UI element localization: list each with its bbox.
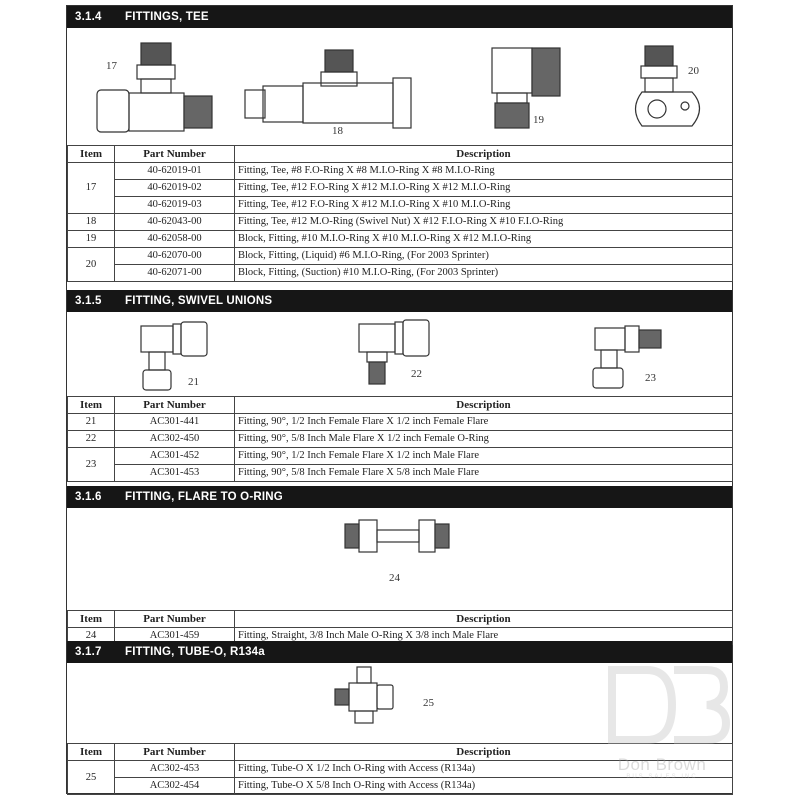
item-cell: 20 — [68, 248, 115, 282]
section-number: 3.1.5 — [75, 295, 102, 307]
section-header-3-1-4 — [67, 6, 732, 28]
description-cell: Fitting, Tee, #8 F.O-Ring X #8 M.I.O-Ring X #8 M.I.O-Ring — [235, 163, 733, 180]
item-cell: 25 — [68, 761, 115, 795]
item-cell: 17 — [68, 163, 115, 214]
callout-20: 20 — [688, 65, 699, 77]
callout-18: 18 — [332, 125, 343, 137]
callout-25: 25 — [423, 697, 434, 709]
part-number-cell: 40-62070-00 — [115, 248, 235, 265]
description-cell: Block, Fitting, #10 M.I.O-Ring X #10 M.I.O-Ring X #12 M.I.O-Ring — [235, 231, 733, 248]
table-row — [68, 231, 733, 248]
item-cell: 19 — [68, 231, 115, 248]
table-row — [68, 448, 733, 465]
column-header-part-number: Part Number — [115, 611, 235, 628]
part-number-cell: 40-62019-01 — [115, 163, 235, 180]
parts-table-3-1-4 — [67, 145, 733, 282]
part-number-cell: 40-62058-00 — [115, 231, 235, 248]
fitting-25-drawing — [335, 667, 393, 723]
column-header-description: Description — [235, 397, 733, 414]
column-header-item: Item — [68, 611, 115, 628]
fitting-19-drawing — [492, 48, 560, 128]
part-number-cell: AC301-441 — [115, 414, 235, 431]
callout-19: 19 — [533, 114, 544, 126]
watermark-subtitle: BUS SALES INC — [626, 774, 698, 780]
description-cell: Fitting, Tube-O X 1/2 Inch O-Ring with Access (R134a) — [235, 761, 733, 778]
item-cell: 22 — [68, 431, 115, 448]
section-title: FITTING, FLARE TO O-RING — [125, 491, 283, 503]
column-header-description: Description — [235, 611, 733, 628]
part-number-cell: AC301-453 — [115, 465, 235, 482]
callout-17: 17 — [106, 60, 117, 72]
column-header-part-number: Part Number — [115, 397, 235, 414]
section-title: FITTINGS, TEE — [125, 11, 209, 23]
table-row — [68, 214, 733, 231]
description-cell: Fitting, Tube-O X 5/8 Inch O-Ring with Access (R134a) — [235, 778, 733, 795]
description-cell: Fitting, Tee, #12 M.O-Ring (Swivel Nut) X #12 F.I.O-Ring X #10 F.I.O-Ring — [235, 214, 733, 231]
part-number-cell: 40-62071-00 — [115, 265, 235, 282]
description-cell: Fitting, Straight, 3/8 Inch Male O-Ring X 3/8 inch Male Flare — [235, 628, 733, 645]
part-number-cell: 40-62043-00 — [115, 214, 235, 231]
tee-fittings-illustration — [67, 28, 732, 145]
don-brown-watermark-logo — [592, 655, 732, 785]
callout-23: 23 — [645, 372, 656, 384]
section-header-3-1-6 — [67, 486, 732, 508]
description-cell: Fitting, Tee, #12 F.O-Ring X #12 M.I.O-Ring X #12 M.I.O-Ring — [235, 180, 733, 197]
part-number-cell: AC302-450 — [115, 431, 235, 448]
column-header-description: Description — [235, 744, 733, 761]
part-number-cell: AC302-453 — [115, 761, 235, 778]
description-cell: Block, Fitting, (Liquid) #6 M.I.O-Ring, (For 2003 Sprinter) — [235, 248, 733, 265]
item-cell: 23 — [68, 448, 115, 482]
item-cell: 24 — [68, 628, 115, 645]
flare-fitting-illustration — [67, 508, 732, 610]
section-number: 3.1.6 — [75, 491, 102, 503]
fitting-17-drawing — [97, 43, 212, 132]
table-row — [68, 465, 733, 482]
fitting-24-drawing — [345, 520, 449, 552]
table-row — [68, 431, 733, 448]
description-cell: Fitting, 90°, 5/8 Inch Female Flare X 5/8 inch Male Flare — [235, 465, 733, 482]
section-header-3-1-5 — [67, 290, 732, 312]
table-row — [68, 180, 733, 197]
table-header-row — [68, 397, 733, 414]
callout-21: 21 — [188, 376, 199, 388]
part-number-cell: AC302-454 — [115, 778, 235, 795]
illustration-area-swivel — [67, 312, 732, 397]
column-header-part-number: Part Number — [115, 146, 235, 163]
description-cell: Fitting, 90°, 1/2 Inch Female Flare X 1/2 inch Female Flare — [235, 414, 733, 431]
section-title: FITTING, SWIVEL UNIONS — [125, 295, 273, 307]
description-cell: Fitting, Tee, #12 F.O-Ring X #12 M.I.O-Ring X #10 M.I.O-Ring — [235, 197, 733, 214]
part-number-cell: 40-62019-02 — [115, 180, 235, 197]
part-number-cell: AC301-452 — [115, 448, 235, 465]
item-cell: 18 — [68, 214, 115, 231]
db-logo-icon — [592, 655, 732, 755]
part-number-cell: 40-62019-03 — [115, 197, 235, 214]
section-title: FITTING, TUBE-O, R134a — [125, 646, 265, 658]
description-cell: Fitting, 90°, 5/8 Inch Male Flare X 1/2 inch Female O-Ring — [235, 431, 733, 448]
watermark-brand: Don Brown — [617, 755, 707, 774]
callout-22: 22 — [411, 368, 422, 380]
section-number: 3.1.4 — [75, 11, 102, 23]
fitting-18-drawing — [245, 50, 411, 128]
parts-table-3-1-6 — [67, 610, 733, 645]
item-cell: 21 — [68, 414, 115, 431]
callout-24: 24 — [389, 572, 400, 584]
section-number: 3.1.7 — [75, 646, 102, 658]
table-header-row — [68, 146, 733, 163]
table-header-row — [68, 611, 733, 628]
illustration-area-tee — [67, 28, 732, 146]
fitting-20-drawing — [636, 46, 700, 126]
description-cell: Block, Fitting, (Suction) #10 M.I.O-Ring, (For 2003 Sprinter) — [235, 265, 733, 282]
table-row — [68, 414, 733, 431]
table-row — [68, 248, 733, 265]
column-header-item: Item — [68, 744, 115, 761]
part-number-cell: AC301-459 — [115, 628, 235, 645]
description-cell: Fitting, 90°, 1/2 Inch Female Flare X 1/2 inch Male Flare — [235, 448, 733, 465]
column-header-description: Description — [235, 146, 733, 163]
table-row — [68, 163, 733, 180]
column-header-item: Item — [68, 146, 115, 163]
parts-table-3-1-5 — [67, 396, 733, 482]
table-row — [68, 197, 733, 214]
column-header-item: Item — [68, 397, 115, 414]
illustration-area-flare — [67, 508, 732, 611]
column-header-part-number: Part Number — [115, 744, 235, 761]
table-row — [68, 265, 733, 282]
swivel-unions-illustration — [67, 312, 732, 396]
